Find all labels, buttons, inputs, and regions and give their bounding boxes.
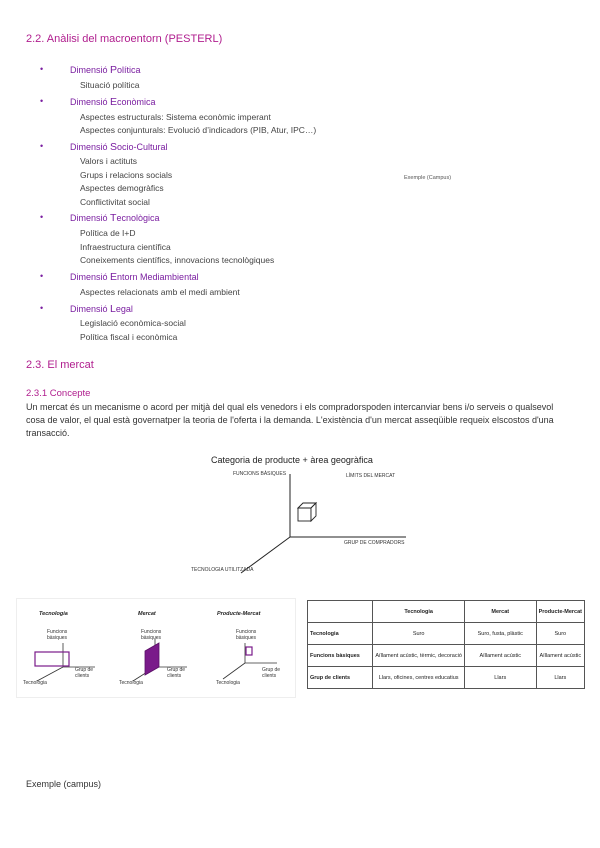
dimension-legal: Dimensió Legal	[70, 303, 133, 315]
dimension-item: Aspectes estructurals: Sistema econòmic imperant	[80, 112, 271, 122]
axis-label-funcions: FUNCIONS BÀSIQUES	[233, 471, 287, 477]
small-diagram-label-left: Tecnologia	[119, 680, 143, 686]
small-diagram-label-top: Funcions bàsiques	[236, 629, 257, 641]
table-header-cell: Tecnologia	[373, 601, 465, 623]
dimension-item: Coneixements científics, innovacions tecnològiques	[80, 255, 275, 265]
small-diagram-label-top: Funcions bàsiques	[47, 629, 68, 641]
diagram-title: Categoria de producte + àrea geogràfica	[211, 455, 373, 465]
small-diagram-label-right: Grup de clients	[262, 667, 281, 679]
bullet: •	[40, 271, 44, 281]
table-cell: Aïllament acústic	[536, 645, 584, 667]
small-diagram-label-right: Grup de clients	[75, 667, 94, 679]
dimension-item: Valors i actituts	[80, 156, 138, 166]
small-diagram-title: Mercat	[138, 611, 156, 617]
dimension-item: Grups i relacions socials	[80, 170, 173, 180]
dimension-politica: Dimensió Política	[70, 64, 141, 76]
dimension-item: Aspectes relacionats amb el medi ambient	[80, 287, 240, 297]
market-3d-diagram	[186, 469, 411, 579]
bullet: •	[40, 303, 44, 313]
dimension-tecnologica: Dimensió Tecnològica	[70, 212, 160, 224]
table-header-cell	[308, 601, 373, 623]
table-cell: Suro, fusta, plàstic	[464, 623, 536, 645]
dimension-economica: Dimensió Econòmica	[70, 96, 156, 108]
small-diagram-producte-mercat-axes	[215, 641, 287, 683]
small-diagram-label-left: Tecnologia	[23, 680, 47, 686]
axis-label-compradors: GRUP DE COMPRADORS	[344, 540, 405, 546]
table-cell: Aïllament acústic	[464, 645, 536, 667]
table-cell: Suro	[536, 623, 584, 645]
table-cell: Llars	[464, 667, 536, 689]
small-diagram-mercat-axes	[121, 637, 193, 683]
dimension-item: Política de I+D	[80, 228, 136, 238]
section-title-pesterl: 2.2. Anàlisi del macroentorn (PESTERL)	[26, 33, 223, 45]
small-diagram-tecnologia-axes	[25, 641, 97, 683]
dimension-item: Situació política	[80, 80, 140, 90]
bullet: •	[40, 141, 44, 151]
comparison-table	[307, 600, 585, 689]
dimension-item: Infraestructura científica	[80, 242, 171, 252]
table-row-header: Funcions bàsiques	[308, 645, 373, 667]
axis-label-tecnologia: TECNOLOGIA UTILITZADA	[191, 567, 254, 573]
small-diagram-label-left: Tecnologia	[216, 680, 240, 686]
dimension-mediambiental: Dimensió Entorn Mediambiental	[70, 271, 199, 283]
dimension-item: Aspectes conjunturals: Evolució d’indicadors (PIB, Atur, IPC…)	[80, 125, 317, 135]
table-cell: Suro	[373, 623, 465, 645]
dimension-item: Legislació econòmica-social	[80, 318, 186, 328]
side-note: Exemple (Campus)	[404, 175, 452, 181]
table-row	[308, 667, 585, 689]
subsection-title-concepte: 2.3.1 Concepte	[26, 388, 91, 399]
footer-note: Exemple (campus)	[26, 779, 102, 789]
table-row	[308, 645, 585, 667]
table-row-header: Grup de clients	[308, 667, 373, 689]
cube-icon	[298, 503, 316, 521]
table-row-header: Tecnologia	[308, 623, 373, 645]
table-header-row	[308, 601, 585, 623]
small-diagram-label-right: Grup de clients	[167, 667, 186, 679]
dimension-item: Aspectes demogràfics	[80, 183, 164, 193]
table-row	[308, 623, 585, 645]
small-diagrams-panel	[16, 598, 296, 698]
small-diagram-label-top: Funcions bàsiques	[141, 629, 162, 641]
dimension-item: Política fiscal i econòmica	[80, 332, 178, 342]
dimension-socio-cultural: Dimensió Socio-Cultural	[70, 141, 168, 153]
section-title-mercat: 2.3. El mercat	[26, 359, 94, 371]
small-diagram-title: Producte-Mercat	[217, 611, 261, 617]
table-cell: Aïllament acústic, tèrmic, decoració	[373, 645, 465, 667]
axis-label-limits: LÍMITS DEL MERCAT	[346, 473, 396, 479]
table-header-cell: Producte-Mercat	[536, 601, 584, 623]
concept-paragraph: Un mercat és un mecanisme o acord per mitjà del qual els venedors i els compradorspoden intercanviar bens i/o serveis o qualsevol cosa de valor, el qual està governatper la teoria de l'oferta i la demanda. L'existència d'un mercat asseqüible requeix elscostos d'una transacció.	[26, 402, 554, 438]
small-diagram-title: Tecnologia	[39, 611, 68, 617]
bullet: •	[40, 96, 44, 106]
table-cell: Llars	[536, 667, 584, 689]
table-header-cell: Mercat	[464, 601, 536, 623]
dimension-item: Conflictivitat social	[80, 197, 150, 207]
bullet: •	[40, 212, 44, 222]
table-cell: Llars, oficines, centres educatius	[373, 667, 465, 689]
bullet: •	[40, 64, 44, 74]
